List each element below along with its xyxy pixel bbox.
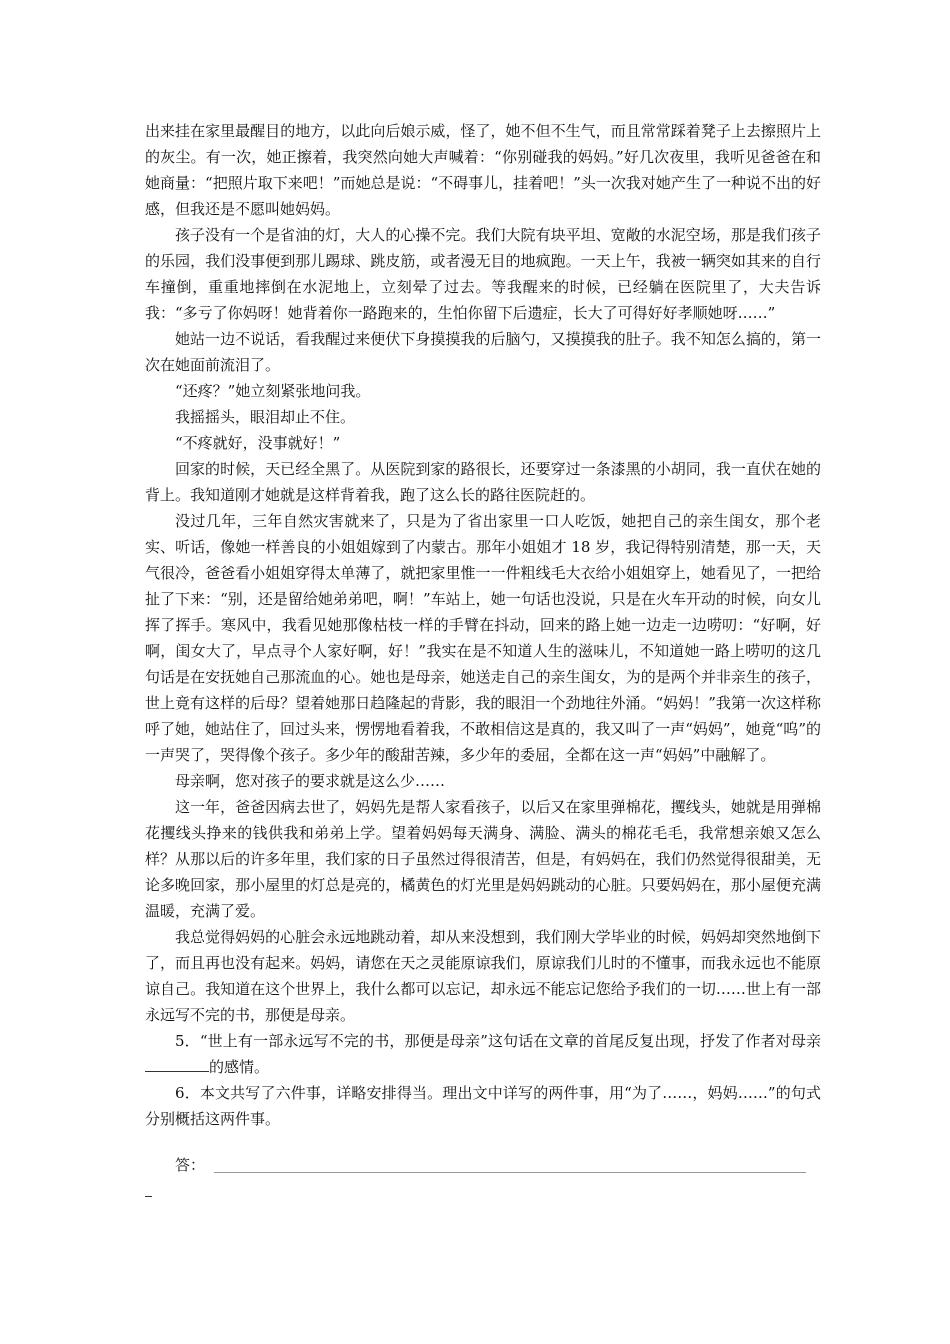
paragraph-9: 母亲啊，您对孩子的要求就是这么少…… xyxy=(175,772,446,790)
paragraph-4: “还疼？”她立刻紧张地问我。 xyxy=(175,382,371,400)
question-5 xyxy=(145,1028,821,1080)
paragraph-6: “不疼就好，没事就好！” xyxy=(175,434,341,452)
question-6: 6．本文共写了六件事，详略安排得当。理出文中详写的两件事，用“为了……，妈妈……”的句式分别概括这两件事。 xyxy=(145,1084,821,1128)
answer-line[interactable] xyxy=(214,1172,806,1173)
answer-label: 答： xyxy=(175,1156,206,1174)
paragraph-3: 她站一边不说话，看我醒过来便伏下身摸摸我的后脑勺，又摸摸我的肚子。我不知怎么搞的，第一次在她面前流泪了。 xyxy=(145,330,821,374)
question-5-blank[interactable] xyxy=(145,1057,209,1072)
question-5-text-before: 5．“世上有一部永远写不完的书，那便是母亲”这句话在文章的首尾反复出现，抒发了作者对母亲 xyxy=(175,1032,821,1050)
paragraph-11: 我总觉得妈妈的心脏会永远地跳动着，却从来没想到，我们刚大学毕业的时候，妈妈却突然地倒下了，而且再也没有起来。妈妈，请您在天之灵能原谅我们，原谅我们儿时的不懂事，而我永远也不能原谅自己。我知道在这个世界上，我什么都可以忘记，却永远不能忘记您给予我们的一切……世上有一部永远写不完的书，那便是母亲。 xyxy=(145,928,821,1024)
paragraph-2: 孩子没有一个是省油的灯，大人的心操不完。我们大院有块平坦、宽敞的水泥空场，那是我们孩子的乐园，我们没事便到那儿踢球、跳皮筋，或者漫无目的地疯跑。一天上午，我被一辆突如其来的自行车撞倒，重重地摔倒在水泥地上，立刻晕了过去。等我醒来的时候，已经躺在医院里了，大夫告诉我：“多亏了你妈呀！她背着你一路跑来的，生怕你留下后遗症，长大了可得好好孝顺她呀……” xyxy=(145,226,821,322)
paragraph-5: 我摇摇头，眼泪却止不住。 xyxy=(175,408,356,426)
question-5-text-after: 的感情。 xyxy=(209,1058,270,1076)
paragraph-7: 回家的时候，天已经全黑了。从医院到家的路很长，还要穿过一条漆黑的小胡同，我一直伏在她的背上。我知道刚才她就是这样背着我，跑了这么长的路往医院赶的。 xyxy=(145,460,821,504)
answer-line-continuation xyxy=(145,1196,152,1197)
paragraph-1: 出来挂在家里最醒目的地方，以此向后娘示威，怪了，她不但不生气，而且常常踩着凳子上去擦照片上的灰尘。有一次，她正擦着，我突然向她大声喊着：“你别碰我的妈妈。”好几次夜里，我听见爸爸在和她商量：“把照片取下来吧！”而她总是说：“不碍事儿，挂着吧！”头一次我对她产生了一种说不出的好感，但我还是不愿叫她妈妈。 xyxy=(145,122,821,218)
paragraph-10: 这一年，爸爸因病去世了，妈妈先是帮人家看孩子，以后又在家里弹棉花，攫线头，她就是用弹棉花攫线头挣来的钱供我和弟弟上学。望着妈妈每天满身、满脸、满头的棉花毛毛，我常想亲娘又怎么样？从那以后的许多年里，我们家的日子虽然过得很清苦，但是，有妈妈在，我们仍然觉得很甜美，无论多晚回家，那小屋里的灯总是亮的，橘黄色的灯光里是妈妈跳动的心脏。只要妈妈在，那小屋便充满温暖，充满了爱。 xyxy=(145,798,821,920)
paragraph-8: 没过几年，三年自然灾害就来了，只是为了省出家里一口人吃饭，她把自己的亲生闺女，那个老实、听话，像她一样善良的小姐姐嫁到了内蒙古。那年小姐姐才 18 岁，我记得特别清楚，那一天，天气很冷，爸爸看小姐姐穿得太单薄了，就把家里惟一一件粗线毛大衣给小姐姐穿上，她看见了，一把给扯了下来：“别，还是留给她弟弟吧，啊！”车站上，她一句话也没说，只是在火车开动的时候，向女儿挥了挥手。寒风中，我看见她那像枯枝一样的手臂在抖动，回来的路上她一边走一边唠叨：“好啊，好啊，闺女大了，早点寻个人家好啊，好！”我实在是不知道人生的滋味儿，不知道她一路上唠叨的这几句话是在安抚她自己那流血的心。她也是母亲，她送走自己的亲生闺女，为的是两个并非亲生的孩子，世上竟有这样的后母？望着她那日趋隆起的背影，我的眼泪一个劲地往外涌。“妈妈！”我第一次这样称呼了她，她站住了，回过头来，愣愣地看着我，不敢相信这是真的，我又叫了一声“妈妈”，她竟“呜”的一声哭了，哭得像个孩子。多少年的酸甜苦辣，多少年的委屈，全都在这一声“妈妈”中融解了。 xyxy=(145,512,821,764)
article-body xyxy=(145,118,821,1132)
